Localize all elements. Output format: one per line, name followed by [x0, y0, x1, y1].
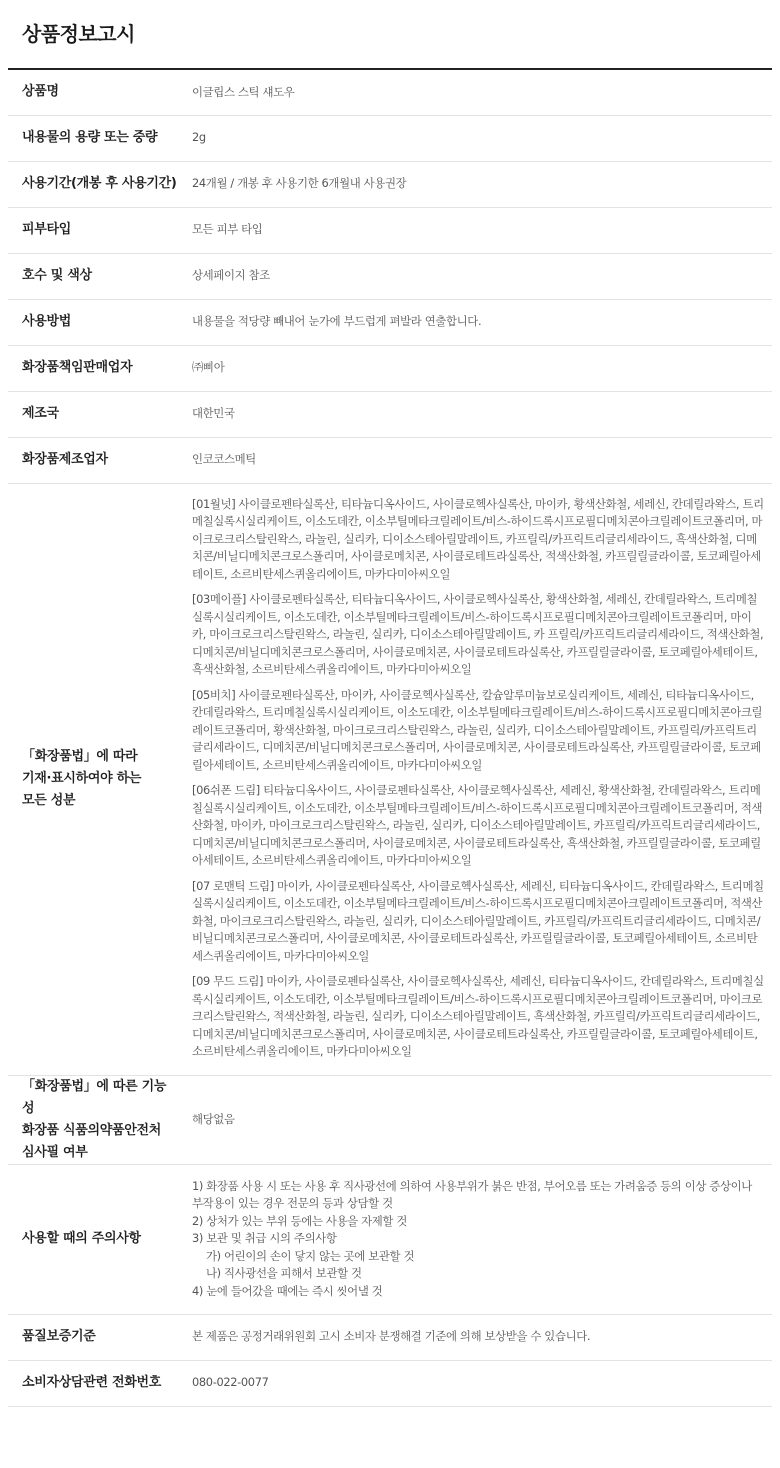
row-value-distributor: ㈜삐아 — [184, 345, 772, 391]
row-value-capacity: 2g — [184, 115, 772, 161]
row-value-functional: 해당없음 — [184, 1075, 772, 1164]
ingredient-list-03: [03메이플] 사이클로펜타실록산, 티타늄디옥사이드, 사이클로헥사실록산, 황색산화철, 세레신, 칸데릴라왁스, 트리메칠실록시실리케이트, 이소도데칸, 이소부틸메타크릴레이트/비스-하이드록시프로필디메치콘아크릴레이트코폴리머, 마이카, 마이크로크리스탈린왁스, 라놀린, 실리카, 디이소스테아릴말레이트, 카 프릴릭/카프릭트리글리세라이드, 적색산화철, 디메치콘/비닐디메치콘크로스폴리머, 사이클로메치콘, 사이클로테트라실록산, 카프릴릴글라이콜, 토코페릴아세테이트, 흑색산화철, 소르비탄세스퀴올리에이트, 마카다미아씨오일 — [192, 592, 764, 676]
table-row — [8, 391, 772, 437]
row-label-manufacturer: 화장품제조업자 — [8, 437, 184, 483]
row-value-manufacturer: 인코코스메틱 — [184, 437, 772, 483]
product-info-notice — [8, 0, 772, 1407]
label-line: 심사필 여부 — [22, 1144, 88, 1160]
row-label-product-name: 상품명 — [8, 69, 184, 115]
table-row — [8, 115, 772, 161]
row-label-distributor: 화장품책임판매업자 — [8, 345, 184, 391]
row-value-caution — [184, 1164, 772, 1314]
table-row-functional — [8, 1075, 772, 1164]
row-label-capacity: 내용물의 용량 또는 중량 — [8, 115, 184, 161]
label-line: 「화장품법」에 따라 — [22, 749, 138, 764]
table-row — [8, 437, 772, 483]
row-label-phone: 소비자상담관련 전화번호 — [8, 1360, 184, 1406]
label-line: 기재·표시하여야 하는 — [22, 771, 142, 786]
table-row — [8, 299, 772, 345]
caution-line: 2) 상처가 있는 부위 등에는 사용을 자제할 것 — [192, 1213, 407, 1228]
ingredient-list-06: [06쉬폰 드림] 티타늄디옥사이드, 사이클로펜타실록산, 사이클로헥사실록산, 세레신, 황색산화철, 칸데릴라왁스, 트리메칠실록시실리케이트, 이소도데칸, 이소부틸메타크릴레이트/비스-하이드록시프로필디메치콘아크릴레이트코폴리머, 적색산화철, 마이카, 마이크로크리스탈린왁스, 라놀린, 실리카, 디이소스테아릴말레이트, 카프릴릭/카프릭트리글리세라이드, 디메치콘/비닐디메치콘크로스폴리머, 사이클로메치콘, 사이클로테트라실록산, 흑색산화철, 카프릴릴글라이콜, 토코페릴아세테이트, 소르비탄세스퀴올리에이트, 마카다미아씨오일 — [192, 783, 763, 867]
row-label-quality: 품질보증기준 — [8, 1314, 184, 1360]
row-value-usage-period: 24개월 / 개봉 후 사용기한 6개월내 사용권장 — [184, 161, 772, 207]
table-row — [8, 1360, 772, 1406]
caution-line: 4) 눈에 들어갔을 때에는 즉시 씻어낼 것 — [192, 1283, 383, 1298]
row-value-skin-type: 모든 피부 타입 — [184, 207, 772, 253]
table-row — [8, 1314, 772, 1360]
label-line: 화장품 식품의약품안전처 — [22, 1122, 162, 1138]
table-row-ingredients — [8, 483, 772, 1075]
info-table — [8, 68, 772, 1407]
table-row — [8, 207, 772, 253]
row-label-country: 제조국 — [8, 391, 184, 437]
ingredient-list-05: [05비치] 사이클로펜타실록산, 마이카, 사이클로헥사실록산, 칼슘알루미늄보로실리케이트, 세레신, 티타늄디옥사이드, 칸데릴라왁스, 트리메칠실록시실리케이트, 이소도데칸, 이소부틸메타크릴레이트/비스-하이드록시프로필디메치콘아크릴레이트코폴리머, 황색산화철, 마이크로크리스탈린왁스, 라놀린, 실리카, 디이소스테아릴말레이트, 카프릴릭/카프릭트리글리세라이드, 디메치콘/비닐디메치콘크로스폴리머, 사이클로메치콘, 사이클로테트라실록산, 카프릴릴글라이콜, 토코페릴아세테이트, 소르비탄세스퀴올리에이트, 마카다미아씨오일 — [192, 687, 763, 772]
ingredient-list-09: [09 무드 드림] 마이카, 사이클로펜타실록산, 사이클로헥사실록산, 세레신, 티타늄디옥사이드, 칸데릴라왁스, 트리메칠실록시실리케이트, 이소도데칸, 이소부틸메타크릴레이트/비스-하이드록시프로필디메치콘아크릴레이트코폴리머, 마이크로크리스탈린왁스, 적색산화철, 라놀린, 실리카, 디이소스테아릴말레이트, 흑색산화철, 카프릴릭/카프릭트리글리세라이드, 디메치콘/비닐디메치콘크로스폴리머, 사이클로메치콘, 사이클로테트라실록산, 카프릴릴글라이콜, 토코페릴아세테이트, 소르비탄세스퀴올리에이트, 마카다미아씨오일 — [192, 974, 764, 1058]
row-label-shade-color: 호수 및 색상 — [8, 253, 184, 299]
table-row-caution — [8, 1164, 772, 1314]
row-value-phone: 080-022-0077 — [184, 1360, 772, 1406]
caution-subline: 나) 직사광선을 피해서 보관할 것 — [206, 1266, 362, 1281]
label-line: 「화장품법」에 따른 기능성 — [22, 1078, 167, 1116]
row-label-ingredients — [8, 483, 184, 1075]
table-row — [8, 161, 772, 207]
ingredient-list-07: [07 로맨틱 드림] 마이카, 사이클로펜타실록산, 사이클로헥사실록산, 세레신, 티타늄디옥사이드, 칸데릴라왁스, 트리메칠실록시실리케이트, 이소도데칸, 이소부틸메타크릴레이트/비스-하이드록시프로필디메치콘아크릴레이트코폴리머, 적색산화철, 마이크로크리스탈린왁스, 라놀린, 실리카, 디이소스테아릴말레이트, 카프릴릭/카프릭트리글리세라이드, 디메치콘/비닐디메치콘크로스폴리머, 사이클로메치콘, 사이클로테트라실록산, 카프릴릴글라이콜, 토코페릴아세테이트, 소르비탄세스퀴올리에이트, 마카다미아씨오일 — [192, 878, 764, 963]
row-value-quality: 본 제품은 공정거래위원회 고시 소비자 분쟁해결 기준에 의해 보상받을 수 있습니다. — [184, 1314, 772, 1360]
row-label-skin-type: 피부타입 — [8, 207, 184, 253]
row-label-functional — [8, 1075, 184, 1164]
label-line: 모든 성분 — [22, 793, 76, 808]
row-label-usage-period: 사용기간(개봉 후 사용기간) — [8, 161, 184, 207]
row-value-shade-color: 상세페이지 참조 — [184, 253, 772, 299]
ingredient-list-01: [01월넛] 사이클로펜타실록산, 티타늄디옥사이드, 사이클로헥사실록산, 마이카, 황색산화철, 세레신, 칸데릴라왁스, 트리메칠실록시실리케이트, 이소도데칸, 이소부틸메타크릴레이트/비스-하이드록시프로필디메치콘아크릴레이트코폴리머, 마이크로크리스탈린왁스, 라놀린, 실리카, 디이소스테아릴말레이트, 카프릴릭/카프릭트리글리세라이드, 흑색산화철, 디메치콘/비닐디메치콘크로스폴리머, 사이클로메치콘, 사이클로테트라실록산, 적색산화철, 카프릴릴글라이콜, 토코페릴아세테이트, 소르비탄세스퀴올리에이트, 마카다미아씨오일 — [192, 496, 764, 581]
table-row — [8, 345, 772, 391]
table-row — [8, 69, 772, 115]
page-title: 상품정보고시 — [22, 22, 135, 46]
caution-line: 1) 화장품 사용 시 또는 사용 후 직사광선에 의하여 사용부위가 붉은 반점, 부어오름 또는 가려움증 등의 이상 증상이나 부작용이 있는 경우 전문의 등과 상담할 것 — [192, 1178, 752, 1211]
row-label-how-to-use: 사용방법 — [8, 299, 184, 345]
caution-line: 3) 보관 및 취급 시의 주의사항 — [192, 1231, 337, 1246]
row-value-how-to-use: 내용물을 적당량 빼내어 눈가에 부드럽게 펴발라 연출합니다. — [184, 299, 772, 345]
caution-subline: 가) 어린이의 손이 닿지 않는 곳에 보관할 것 — [206, 1248, 415, 1263]
row-label-caution: 사용할 때의 주의사항 — [8, 1164, 184, 1314]
row-value-product-name: 이글립스 스틱 섀도우 — [184, 69, 772, 115]
row-value-country: 대한민국 — [184, 391, 772, 437]
table-row — [8, 253, 772, 299]
row-value-ingredients — [184, 483, 772, 1075]
